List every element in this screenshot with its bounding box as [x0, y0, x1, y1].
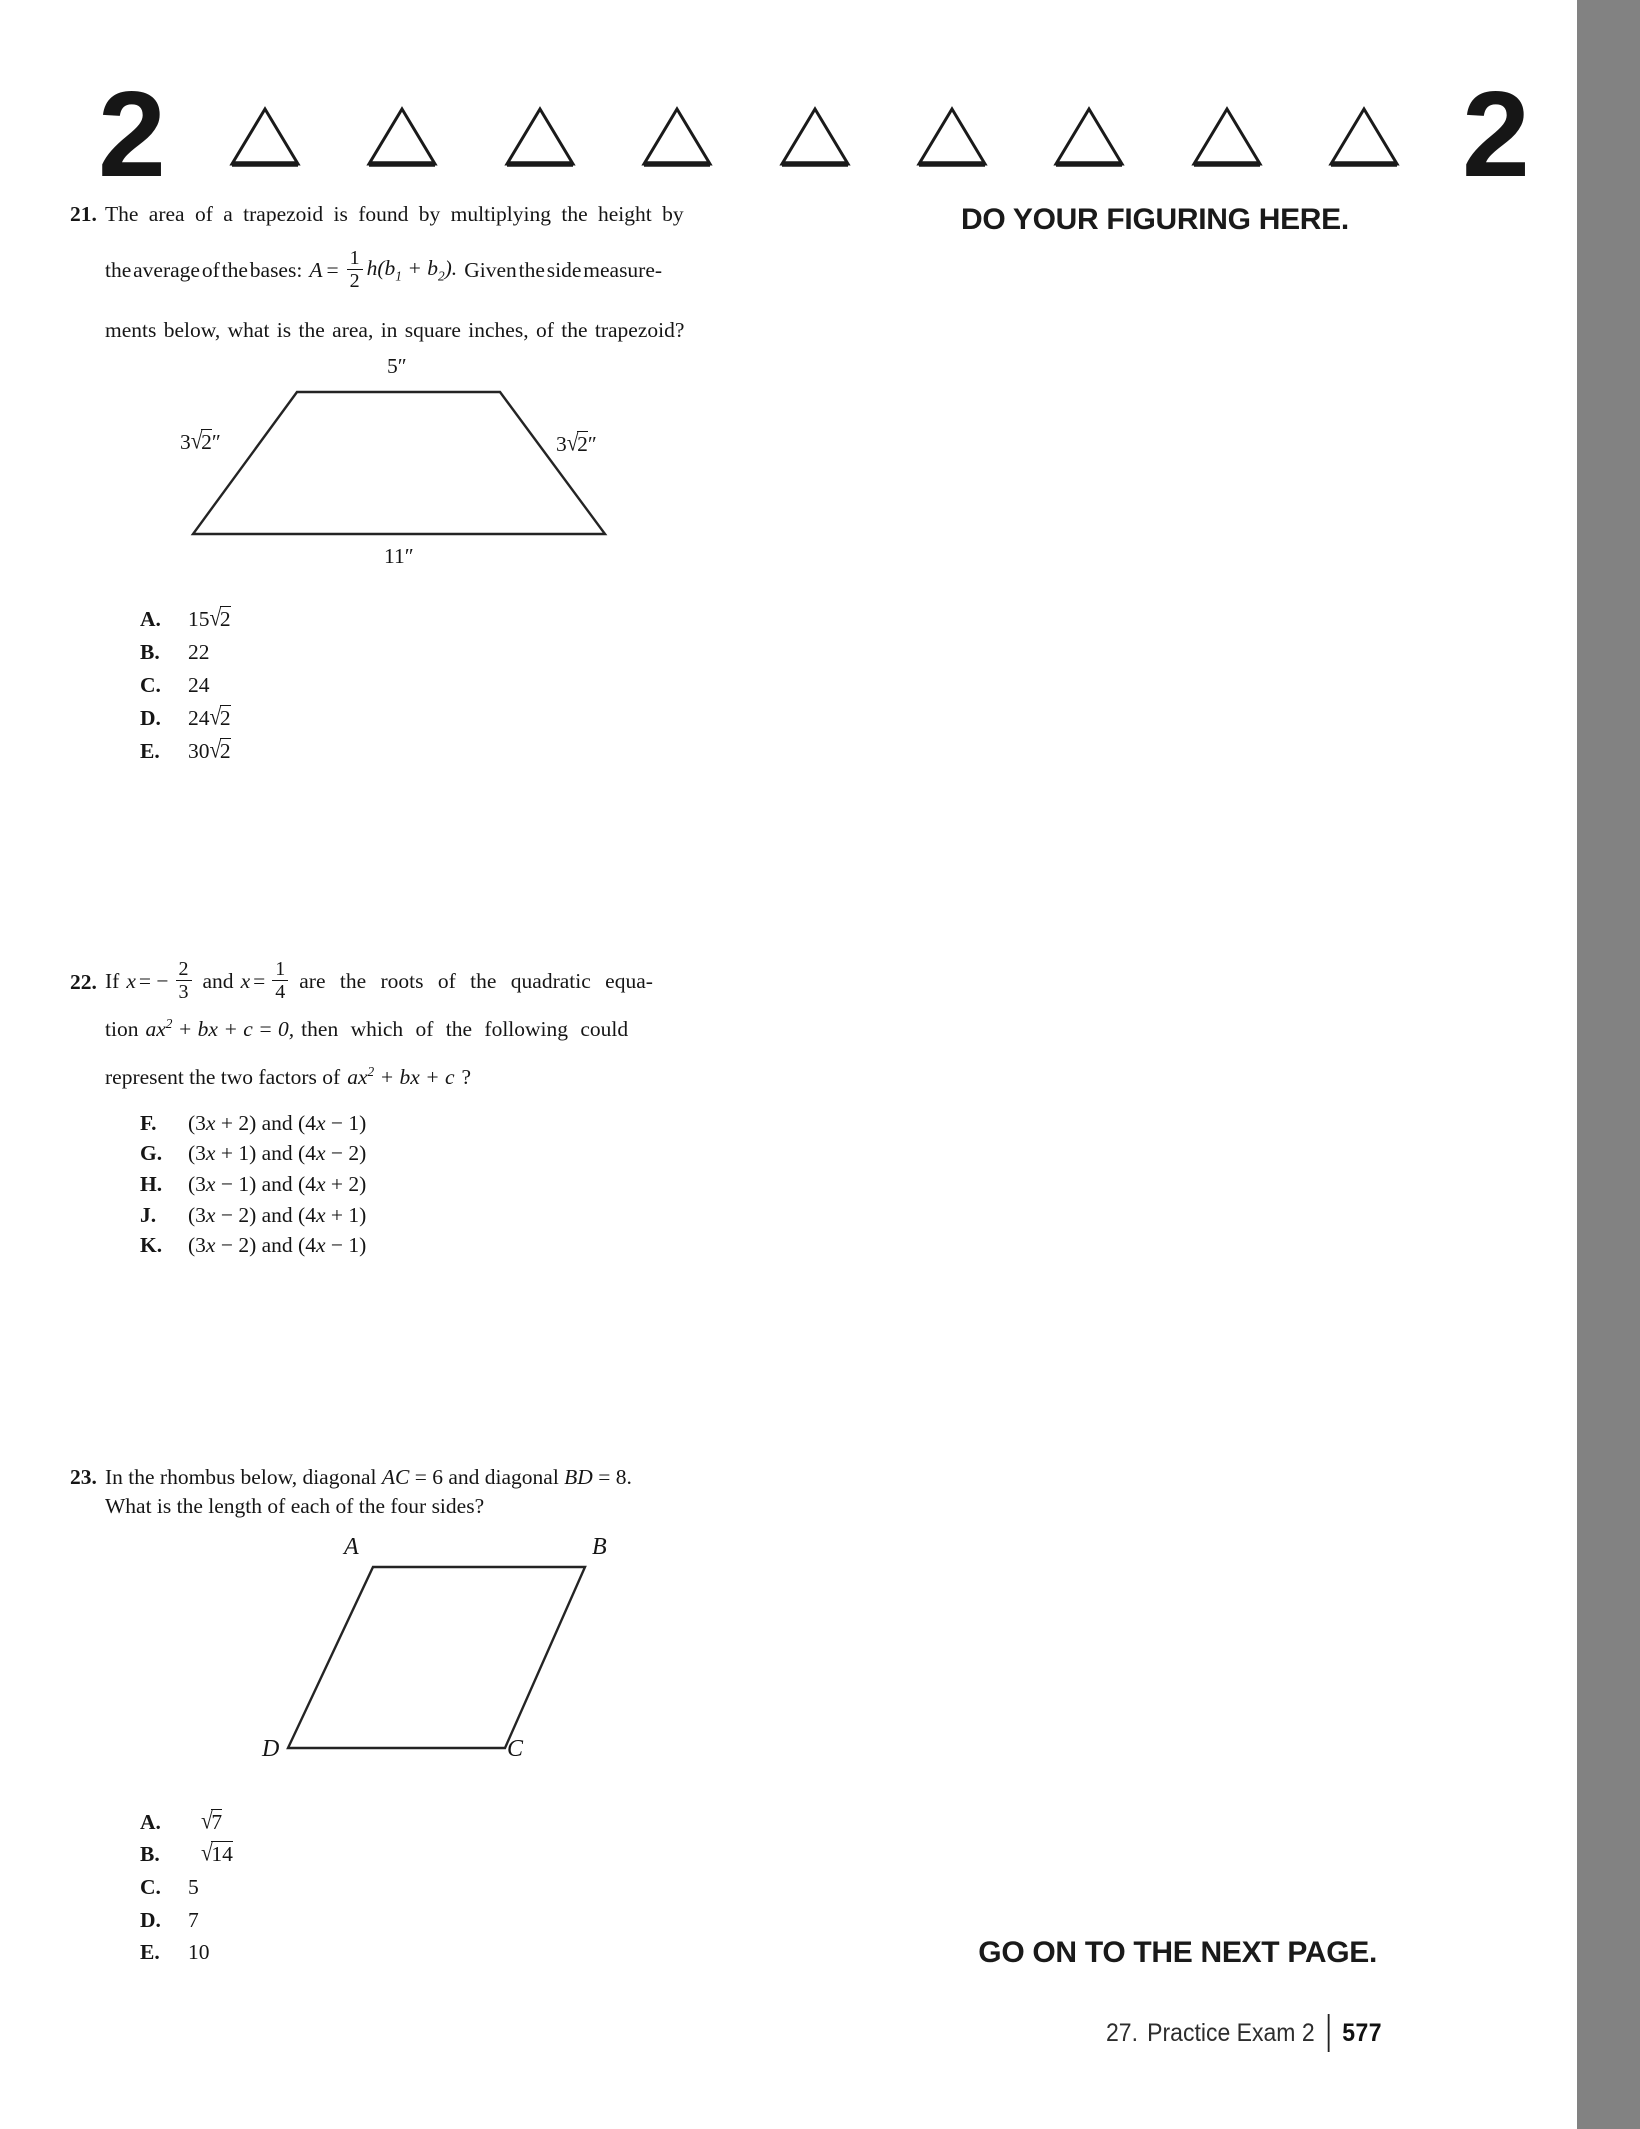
- triangle-icon: [1326, 106, 1402, 168]
- option-23-E: [140, 1936, 233, 1969]
- option-22-G: [140, 1139, 366, 1170]
- triangle-icon: [502, 106, 578, 168]
- option-value: 30√2: [188, 736, 231, 763]
- rhombus-shape: [240, 1526, 640, 1776]
- trapezoid-right-label: 3√2″: [556, 429, 597, 456]
- rhombus-vertex-B: B: [592, 1534, 607, 1560]
- question-23-number: 23.: [70, 1465, 97, 1489]
- rhombus-figure: [240, 1526, 640, 1776]
- option-value: 5: [188, 1874, 199, 1899]
- option-23-A: [140, 1806, 233, 1839]
- q22-line3-math: $ax^2$ + bx + c: [347, 1063, 455, 1090]
- option-value: (3x − 2) and (4x − 1): [188, 1233, 367, 1258]
- rhombus-vertex-C: C: [507, 1736, 524, 1762]
- option-letter: B.: [140, 1842, 160, 1867]
- q22-x2: x: [240, 968, 251, 993]
- q21-line2-post: Given the side measure-: [464, 257, 663, 282]
- option-21-E: [140, 735, 231, 768]
- section-number-left: 2: [98, 66, 163, 202]
- fraction-two-thirds: $\frac{2}{3}$: [176, 958, 192, 1003]
- question-21-number: 21.: [70, 202, 97, 226]
- option-value: 10: [188, 1940, 210, 1965]
- page-edge-bar: [1577, 0, 1640, 2129]
- option-21-A: [140, 603, 231, 636]
- triangle-icon: [1051, 106, 1127, 168]
- option-22-K: [140, 1230, 366, 1261]
- q22-if: If: [105, 968, 120, 993]
- triangle-icon: [639, 106, 715, 168]
- triangle-icon: [777, 106, 853, 168]
- q22-eq2: =: [253, 968, 266, 993]
- question-22-options: [140, 1108, 366, 1261]
- rhombus-vertex-D: D: [262, 1736, 280, 1762]
- option-22-J: [140, 1200, 366, 1231]
- option-value: 7: [188, 1907, 199, 1932]
- option-value: 24: [188, 673, 210, 697]
- section-number-right: 2: [1462, 66, 1527, 202]
- q22-line3-pre: represent the two factors of: [105, 1064, 341, 1089]
- option-letter: B.: [140, 640, 160, 664]
- q22-x1: x: [126, 968, 136, 993]
- option-letter: J.: [140, 1202, 157, 1227]
- option-21-B: [140, 636, 231, 669]
- option-22-H: [140, 1169, 366, 1200]
- option-letter: E.: [140, 739, 160, 763]
- footer-chapter-number: 27.: [1106, 2018, 1138, 2047]
- trapezoid-left-label: 3√2″: [180, 427, 221, 454]
- option-value: (3x + 2) and (4x − 1): [188, 1110, 367, 1135]
- figuring-heading: DO YOUR FIGURING HERE.: [961, 203, 1349, 236]
- option-letter: F.: [140, 1110, 157, 1135]
- option-letter: G.: [140, 1141, 163, 1166]
- triangle-icon: [914, 106, 990, 168]
- triangle-icon: [227, 106, 303, 168]
- option-value: √14: [201, 1839, 233, 1867]
- option-letter: A.: [140, 607, 161, 631]
- question-23-line2: What is the length of each of the four sides?: [105, 1494, 485, 1518]
- option-value: √7: [201, 1806, 223, 1834]
- option-23-C: [140, 1871, 233, 1904]
- fraction-one-fourth: $\frac{1}{4}$: [272, 958, 288, 1003]
- q21-formula-body: $h(b_1 + b_2)$.: [366, 255, 458, 284]
- option-21-D: [140, 702, 231, 735]
- option-value: 22: [188, 640, 210, 664]
- q21-line2-pre: the average of the bases:: [105, 257, 303, 282]
- option-letter: H.: [140, 1171, 163, 1196]
- triangle-row: [227, 106, 1402, 168]
- q22-line2-post: then which of the following could: [301, 1016, 629, 1041]
- option-value: 15√2: [188, 604, 231, 631]
- option-letter: E.: [140, 1940, 160, 1965]
- option-letter: A.: [140, 1809, 161, 1834]
- rhombus-vertex-A: A: [344, 1534, 359, 1560]
- trapezoid-bottom-label: 11″: [384, 544, 414, 568]
- option-23-B: [140, 1839, 233, 1872]
- question-21-line2: [105, 236, 855, 304]
- option-23-D: [140, 1904, 233, 1937]
- trapezoid-top-label: 5″: [387, 354, 407, 378]
- q22-and: and: [202, 968, 234, 993]
- footer-divider: [1328, 2014, 1330, 2052]
- question-23-line1: In the rhombus below, diagonal AC = 6 and diagonal BD = 8.: [105, 1465, 632, 1489]
- question-22-number: 22.: [70, 970, 97, 994]
- question-22-line3: [105, 1063, 855, 1091]
- q22-line3-question-mark: ?: [461, 1064, 472, 1089]
- question-22-line1: [105, 946, 855, 1016]
- option-letter: C.: [140, 1874, 161, 1899]
- q21-formula-eq: =: [326, 257, 339, 282]
- q22-line1-rest: are the roots of the quadratic equa-: [299, 968, 653, 993]
- q21-formula-lhs: A: [309, 257, 323, 282]
- question-23-options: [140, 1806, 233, 1969]
- q22-line2-pre: tion: [105, 1016, 139, 1041]
- option-value: 24√2: [188, 703, 231, 730]
- option-letter: D.: [140, 706, 161, 730]
- footer-chapter-title: Practice Exam 2: [1147, 2018, 1315, 2047]
- go-on-instruction: GO ON TO THE NEXT PAGE.: [978, 1936, 1377, 1969]
- option-value: (3x + 1) and (4x − 2): [188, 1141, 367, 1166]
- trapezoid-figure: [140, 348, 660, 582]
- option-letter: D.: [140, 1907, 161, 1932]
- q22-eq1: = −: [138, 968, 169, 993]
- option-letter: K.: [140, 1233, 163, 1258]
- triangle-icon: [1189, 106, 1265, 168]
- option-value: (3x − 2) and (4x + 1): [188, 1202, 367, 1227]
- question-21-line3: ments below, what is the area, in square inches, of the trapezoid?: [105, 318, 685, 342]
- option-letter: C.: [140, 673, 161, 697]
- q22-line2-math: $ax^2$ + bx + c = 0,: [145, 1015, 295, 1042]
- option-22-F: [140, 1108, 366, 1139]
- question-21-line1: The area of a trapezoid is found by multiplying the height by: [105, 202, 684, 226]
- option-value: (3x − 1) and (4x + 2): [188, 1171, 367, 1196]
- option-21-C: [140, 669, 231, 702]
- fraction-one-half: $\frac{1}{2}$: [347, 247, 363, 292]
- page-footer: [1106, 2014, 1382, 2052]
- footer-page-number: 577: [1342, 2018, 1382, 2047]
- question-22-line2: [105, 1016, 855, 1042]
- question-21-options: [140, 603, 231, 768]
- triangle-icon: [364, 106, 440, 168]
